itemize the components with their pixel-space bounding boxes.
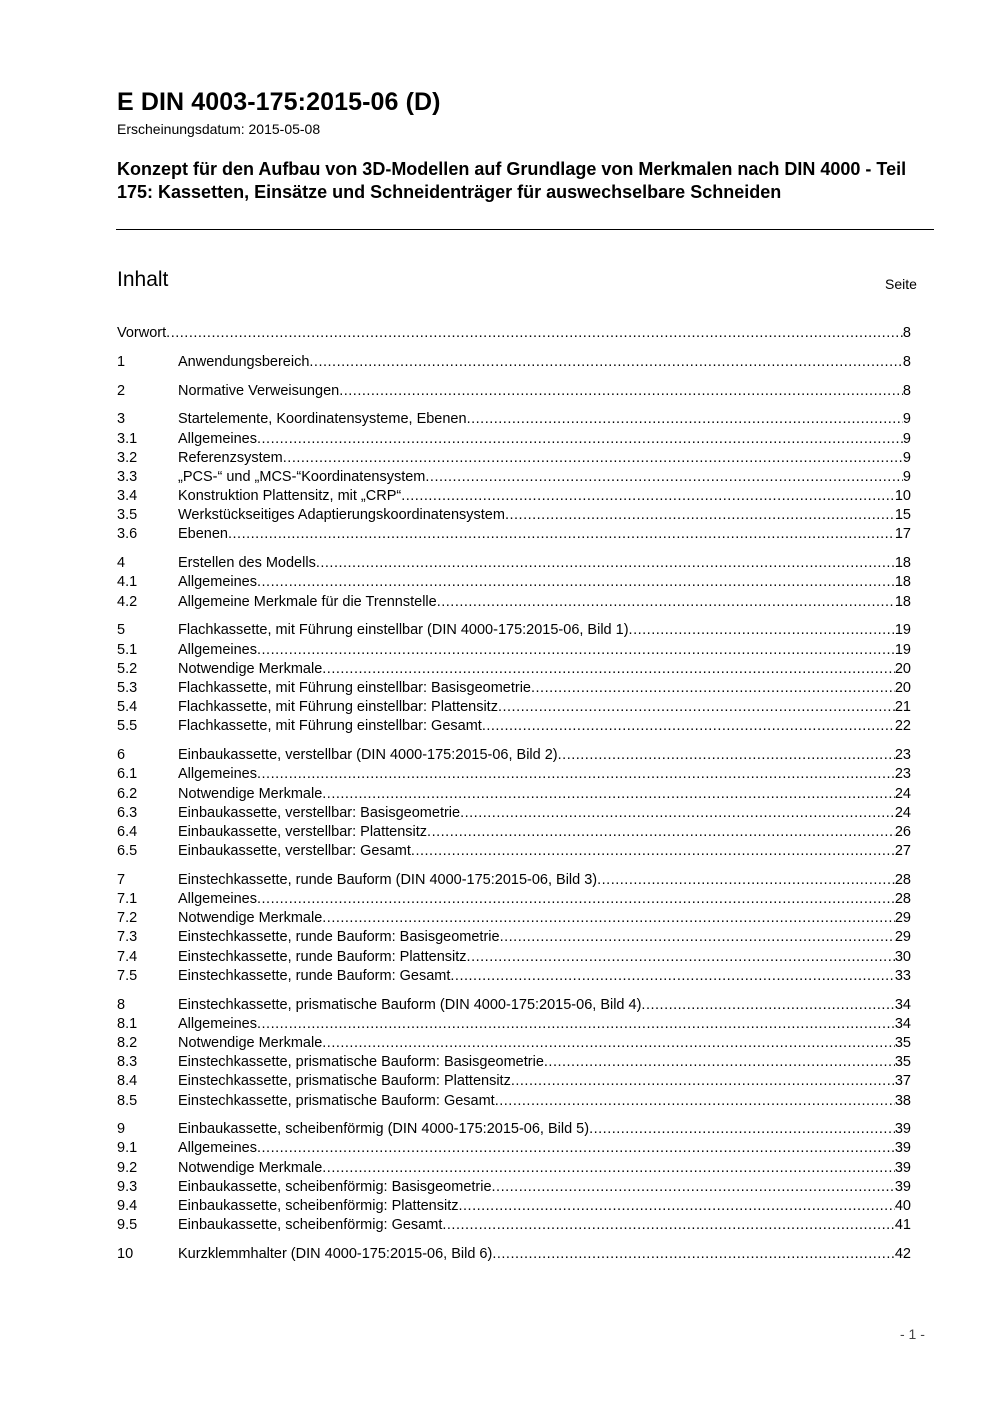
toc-entry[interactable] [117, 621, 911, 640]
toc-entry[interactable] [117, 746, 911, 765]
toc-entry-number: 8.2 [117, 1034, 138, 1051]
toc-entry-number: 6.1 [117, 766, 138, 783]
toc-leader-dots [316, 554, 895, 573]
toc-leader-dots [558, 746, 895, 765]
toc-leader-dots [511, 1072, 895, 1091]
toc-entry-page: 23 [894, 747, 911, 764]
toc-entry[interactable] [117, 717, 911, 736]
toc-entry-number: 8.3 [117, 1054, 138, 1071]
toc-entry-title[interactable]: Einstechkassette, prismatische Bauform (DIN 4000-175:2015-06, Bild 4) [178, 996, 642, 1013]
toc-entry-number: 7.3 [117, 929, 138, 946]
toc-entry-number: 6.3 [117, 804, 138, 821]
toc-entry-number: 7.1 [117, 891, 138, 908]
toc-entry[interactable] [117, 1092, 911, 1111]
toc-entry-page: 20 [894, 679, 911, 696]
toc-entry-title[interactable]: Flachkassette, mit Führung einstellbar (DIN 4000-175:2015-06, Bild 1) [178, 622, 629, 639]
toc-entry[interactable] [117, 1072, 911, 1091]
toc-entry-page: 17 [894, 526, 911, 543]
toc-entry-page: 10 [894, 488, 911, 505]
toc-entry-title[interactable]: Allgemeines [178, 430, 257, 447]
toc-page-label: Seite [885, 276, 917, 292]
toc-entry[interactable] [117, 996, 911, 1015]
toc-entry[interactable] [117, 641, 911, 660]
toc-entry-number: 9.5 [117, 1217, 138, 1234]
toc-entry[interactable] [117, 1178, 911, 1197]
toc-entry-page: 35 [894, 1054, 911, 1071]
toc-entry-number: 3.5 [117, 507, 138, 524]
toc-entry-page: 8 [902, 382, 911, 399]
toc-entry[interactable] [117, 967, 911, 986]
toc-entry-title[interactable]: Einbaukassette, verstellbar: Gesamt [178, 843, 411, 860]
toc-entry[interactable] [117, 785, 911, 804]
toc-entry-number: 5.4 [117, 699, 138, 716]
toc-leader-dots [257, 765, 895, 784]
toc-entry-page: 38 [894, 1092, 911, 1109]
toc-entry-page: 33 [894, 967, 911, 984]
toc-entry-number: 10 [117, 1246, 134, 1262]
toc-entry[interactable] [117, 823, 911, 842]
toc-entry-title[interactable]: Erstellen des Modells [178, 555, 316, 572]
toc-entry[interactable] [117, 449, 911, 468]
toc-entry-title[interactable]: Einbaukassette, scheibenförmig: Plattensitz [178, 1198, 459, 1215]
toc-entry[interactable] [117, 804, 911, 823]
toc-entry[interactable] [117, 948, 911, 967]
toc-entry[interactable] [117, 1034, 911, 1053]
toc-entry-number: 8.4 [117, 1073, 138, 1090]
toc-entry-title[interactable]: Flachkassette, mit Führung einstellbar: Basisgeometrie [178, 679, 531, 696]
toc-entry-number: 8.5 [117, 1092, 138, 1109]
document-title: Konzept für den Aufbau von 3D-Modellen auf Grundlage von Merkmalen nach DIN 4000 - Teil 175: Kassetten, Einsätze und Schneidenträger für auswechselbare Schneiden [117, 159, 907, 202]
toc-entry-page: 27 [894, 843, 911, 860]
toc-leader-dots [322, 909, 895, 928]
toc-entry-title[interactable]: Einstechkassette, runde Bauform: Plattensitz [178, 948, 467, 965]
toc-leader-dots [505, 506, 895, 525]
toc-entry-title[interactable]: Notwendige Merkmale [178, 1034, 323, 1051]
toc-entry[interactable] [117, 1015, 911, 1034]
toc-leader-dots [257, 641, 895, 660]
toc-entry-number: 9.4 [117, 1198, 138, 1215]
toc-entry-number: 1 [117, 353, 126, 370]
toc-entry-title[interactable]: Einstechkassette, runde Bauform (DIN 4000-175:2015-06, Bild 3) [178, 871, 598, 888]
toc-entry-title[interactable]: Allgemeines [178, 1140, 257, 1157]
toc-entry[interactable] [117, 353, 911, 372]
toc-entry-title[interactable]: Einstechkassette, prismatische Bauform: Plattensitz [178, 1073, 511, 1090]
toc-entry-page: 34 [894, 996, 911, 1013]
toc-entry-title[interactable]: Allgemeines [178, 1015, 257, 1032]
toc-leader-dots [597, 871, 895, 890]
toc-entry-title[interactable]: Einstechkassette, prismatische Bauform: Basisgeometrie [178, 1054, 544, 1071]
toc-entry-number: 4.1 [117, 574, 138, 591]
toc-leader-dots [589, 1120, 895, 1139]
toc-entry[interactable] [117, 698, 911, 717]
toc-leader-dots [500, 928, 895, 947]
toc-entry-number: 9.3 [117, 1178, 138, 1195]
toc-entry-number: 5 [117, 622, 126, 639]
toc-entry-page: 41 [894, 1217, 911, 1234]
toc-entry-page: 22 [894, 718, 911, 735]
toc-leader-dots [322, 1159, 895, 1178]
toc-entry-number: 4 [117, 555, 126, 572]
toc-entry-number: 5.1 [117, 641, 138, 658]
toc-entry-title[interactable]: Einstechkassette, runde Bauform: Basisgeometrie [178, 929, 500, 946]
toc-entry-title[interactable]: Einbaukassette, scheibenförmig: Gesamt [178, 1217, 443, 1234]
toc-entry-title[interactable]: Flachkassette, mit Führung einstellbar: Plattensitz [178, 699, 498, 716]
toc-entry-number: 7.4 [117, 948, 138, 965]
toc-entry[interactable] [117, 506, 911, 525]
toc-leader-dots [495, 1092, 895, 1111]
toc-leader-dots [427, 823, 895, 842]
toc-entry[interactable] [117, 928, 911, 947]
toc-entry[interactable] [117, 1159, 911, 1178]
toc-entry-page: 39 [894, 1140, 911, 1157]
toc-entry-page: 21 [894, 699, 911, 716]
toc-entry-title[interactable]: „PCS-“ und „MCS-“Koordinatensystem [178, 468, 426, 485]
toc-leader-dots [629, 621, 895, 640]
toc-entry-title[interactable]: Anwendungsbereich [178, 353, 310, 370]
toc-entry-page: 39 [894, 1121, 911, 1138]
toc-entry-number: 6.4 [117, 823, 138, 840]
toc-entry-page: 37 [894, 1073, 911, 1090]
toc-entry[interactable] [117, 1120, 911, 1139]
toc-leader-dots [166, 324, 903, 343]
toc-entry[interactable] [117, 573, 911, 592]
toc-entry[interactable] [117, 660, 911, 679]
toc-entry-title[interactable]: Startelemente, Koordinatensysteme, Ebenen [178, 411, 467, 428]
toc-leader-dots [339, 382, 903, 401]
toc-entry[interactable] [117, 382, 911, 401]
toc-entry-number: 9 [117, 1121, 126, 1138]
toc-entry-number: 5.2 [117, 660, 138, 677]
toc-entry-page: 29 [894, 929, 911, 946]
toc-entry-page: 8 [902, 325, 911, 341]
toc-entry-title[interactable]: Normative Verweisungen [178, 382, 340, 399]
toc-entry-page: 30 [894, 948, 911, 965]
toc-leader-dots [467, 948, 895, 967]
toc-entry-title[interactable]: Referenzsystem [178, 449, 283, 466]
toc-entry-title[interactable]: Kurzklemmhalter (DIN 4000-175:2015-06, Bild 6) [178, 1246, 493, 1262]
toc-entry-page: 18 [894, 593, 911, 610]
toc-entry[interactable] [117, 554, 911, 573]
table-of-contents [117, 324, 911, 1264]
toc-entry-page: 24 [894, 804, 911, 821]
toc-entry-number: 3 [117, 411, 126, 428]
toc-entry-page: 19 [894, 641, 911, 658]
toc-leader-dots [322, 785, 895, 804]
toc-leader-dots [437, 593, 895, 612]
toc-entry-title[interactable]: Allgemeines [178, 766, 257, 783]
toc-leader-dots [641, 996, 894, 1015]
toc-entry-title[interactable]: Einbaukassette, scheibenförmig: Basisgeometrie [178, 1178, 492, 1195]
toc-entry-number: 8 [117, 996, 126, 1013]
toc-entry-number: 2 [117, 382, 126, 399]
toc-entry-number: 7.2 [117, 910, 138, 927]
toc-entry-title[interactable]: Einbaukassette, verstellbar: Basisgeometrie [178, 804, 461, 821]
toc-entry-page: 29 [894, 910, 911, 927]
toc-leader-dots [492, 1245, 895, 1264]
toc-entry[interactable] [117, 1139, 911, 1158]
toc-entry-title[interactable]: Vorwort [117, 325, 167, 341]
toc-entry-number: 7.5 [117, 967, 138, 984]
toc-entry-number: 3.4 [117, 488, 138, 505]
toc-entry[interactable] [117, 487, 911, 506]
toc-entry-title[interactable]: Notwendige Merkmale [178, 660, 323, 677]
toc-entry-title[interactable]: Notwendige Merkmale [178, 910, 323, 927]
toc-entry[interactable] [117, 324, 911, 343]
toc-leader-dots [458, 1197, 894, 1216]
toc-entry[interactable] [117, 909, 911, 928]
toc-leader-dots [401, 487, 895, 506]
page-number: - 1 - [900, 1326, 925, 1342]
toc-entry-page: 9 [902, 449, 911, 466]
toc-entry-title[interactable]: Notwendige Merkmale [178, 785, 323, 802]
title-rule [116, 229, 934, 230]
toc-leader-dots [450, 967, 894, 986]
toc-entry-title[interactable]: Allgemeines [178, 891, 257, 908]
toc-leader-dots [498, 698, 895, 717]
toc-entry-page: 18 [894, 555, 911, 572]
toc-leader-dots [322, 660, 895, 679]
toc-entry-title[interactable]: Einbaukassette, verstellbar (DIN 4000-175:2015-06, Bild 2) [178, 747, 558, 764]
toc-entry-page: 28 [894, 891, 911, 908]
toc-entry-number: 8.1 [117, 1015, 138, 1032]
toc-entry-number: 3.1 [117, 430, 138, 447]
toc-entry[interactable] [117, 525, 911, 544]
toc-entry-number: 6 [117, 747, 126, 764]
toc-entry-number: 3.3 [117, 468, 138, 485]
toc-leader-dots [257, 573, 895, 592]
toc-entry-page: 9 [902, 430, 911, 447]
toc-entry-number: 3.6 [117, 526, 138, 543]
toc-entry-page: 39 [894, 1159, 911, 1176]
toc-entry-page: 26 [894, 823, 911, 840]
toc-entry-page: 18 [894, 574, 911, 591]
toc-heading: Inhalt [117, 268, 169, 291]
toc-entry-page: 39 [894, 1178, 911, 1195]
toc-leader-dots [257, 890, 895, 909]
toc-entry-page: 42 [894, 1246, 911, 1262]
toc-leader-dots [460, 804, 895, 823]
toc-entry-number: 6.5 [117, 843, 138, 860]
toc-leader-dots [283, 449, 903, 468]
toc-entry-number: 5.5 [117, 718, 138, 735]
document-id: E DIN 4003-175:2015-06 (D) [117, 88, 441, 116]
publication-date: Erscheinungsdatum: 2015-05-08 [117, 121, 321, 137]
toc-leader-dots [544, 1053, 895, 1072]
toc-entry[interactable] [117, 410, 911, 429]
toc-entry-title[interactable]: Einstechkassette, runde Bauform: Gesamt [178, 967, 451, 984]
toc-entry-number: 4.2 [117, 593, 138, 610]
toc-entry-page: 24 [894, 785, 911, 802]
toc-leader-dots [425, 468, 903, 487]
toc-leader-dots [257, 430, 903, 449]
toc-leader-dots [492, 1178, 895, 1197]
toc-entry[interactable] [117, 1197, 911, 1216]
toc-leader-dots [257, 1139, 895, 1158]
toc-entry-title[interactable]: Einbaukassette, scheibenförmig (DIN 4000-175:2015-06, Bild 5) [178, 1121, 590, 1138]
toc-entry[interactable] [117, 1245, 911, 1264]
toc-leader-dots [531, 679, 895, 698]
toc-entry-title[interactable]: Flachkassette, mit Führung einstellbar: Gesamt [178, 718, 482, 735]
toc-entry-title[interactable]: Einstechkassette, prismatische Bauform: Gesamt [178, 1092, 495, 1109]
toc-entry[interactable] [117, 593, 911, 612]
toc-entry-page: 28 [894, 871, 911, 888]
toc-entry-page: 20 [894, 660, 911, 677]
toc-entry-number: 6.2 [117, 785, 138, 802]
toc-leader-dots [411, 842, 895, 861]
toc-entry[interactable] [117, 842, 911, 861]
toc-entry[interactable] [117, 871, 911, 890]
toc-entry-title[interactable]: Konstruktion Plattensitz, mit „CRP“ [178, 488, 402, 505]
toc-entry[interactable] [117, 1216, 911, 1235]
toc-entry-title[interactable]: Einbaukassette, verstellbar: Plattensitz [178, 823, 428, 840]
toc-entry-number: 9.2 [117, 1159, 138, 1176]
toc-entry-number: 5.3 [117, 679, 138, 696]
toc-entry[interactable] [117, 1053, 911, 1072]
toc-entry-page: 8 [902, 353, 911, 370]
toc-entry-page: 40 [894, 1198, 911, 1215]
toc-entry-page: 15 [894, 507, 911, 524]
toc-entry-page: 9 [902, 411, 911, 428]
toc-entry-title[interactable]: Allgemeines [178, 641, 257, 658]
toc-leader-dots [467, 410, 903, 429]
toc-entry[interactable] [117, 468, 911, 487]
toc-leader-dots [257, 1015, 895, 1034]
toc-entry-page: 23 [894, 766, 911, 783]
toc-entry-title[interactable]: Werkstückseitiges Adaptierungskoordinatensystem [178, 507, 505, 524]
toc-entry-title[interactable]: Ebenen [178, 526, 228, 543]
toc-entry-number: 9.1 [117, 1140, 138, 1157]
toc-entry-number: 7 [117, 871, 126, 888]
toc-leader-dots [309, 353, 903, 372]
toc-entry-title[interactable]: Notwendige Merkmale [178, 1159, 323, 1176]
toc-entry[interactable] [117, 430, 911, 449]
toc-entry-title[interactable]: Allgemeine Merkmale für die Trennstelle [178, 593, 437, 610]
toc-leader-dots [228, 525, 895, 544]
toc-entry[interactable] [117, 890, 911, 909]
toc-entry-page: 9 [902, 468, 911, 485]
toc-leader-dots [442, 1216, 895, 1235]
toc-entry-page: 19 [894, 622, 911, 639]
toc-entry-page: 34 [894, 1015, 911, 1032]
toc-entry-page: 35 [894, 1034, 911, 1051]
toc-entry-number: 3.2 [117, 449, 138, 466]
toc-entry-title[interactable]: Allgemeines [178, 574, 257, 591]
toc-leader-dots [482, 717, 895, 736]
toc-entry[interactable] [117, 765, 911, 784]
toc-entry[interactable] [117, 679, 911, 698]
toc-leader-dots [322, 1034, 895, 1053]
